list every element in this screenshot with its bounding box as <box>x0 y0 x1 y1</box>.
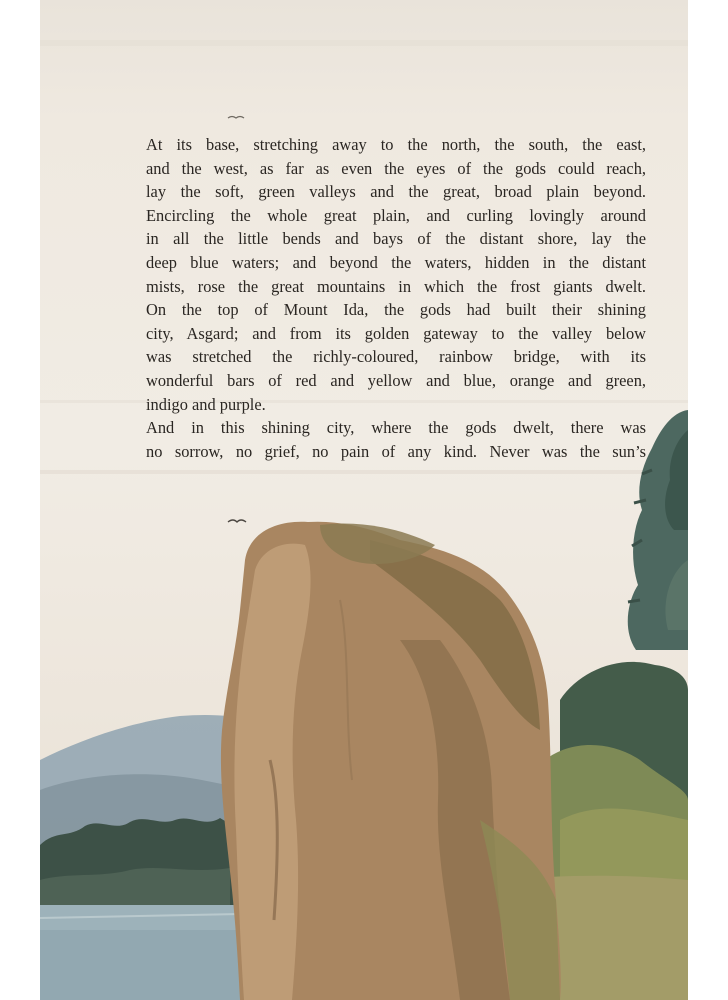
text-line: deep blue waters; and beyond the waters, hidden in the distant <box>146 252 646 272</box>
text-line: Encircling the whole great plain, and curling lovingly around <box>146 205 646 225</box>
text-line: in all the little bends and bays of the distant shore, lay the <box>146 229 646 249</box>
text-line: And in this shining city, where the gods dwelt, there was <box>146 418 646 438</box>
text-line: At its base, stretching away to the north, the south, the east, <box>146 135 646 154</box>
book-page <box>40 0 688 1000</box>
bird-icon <box>228 520 246 522</box>
text-line: city, Asgard; and from its golden gateway to the valley below <box>146 323 646 343</box>
text-line: wonderful bars of red and yellow and blue, orange and green, <box>146 370 646 390</box>
text-line: was stretched the richly-coloured, rainbow bridge, with its <box>146 347 646 367</box>
text-line: indigo and purple. <box>146 394 266 414</box>
body-text <box>146 133 646 463</box>
text-line: lay the soft, green valleys and the great, broad plain beyond. <box>146 182 646 202</box>
text-line: no sorrow, no grief, no pain of any kind. Never was the sun’s <box>146 441 646 461</box>
standing-rock <box>221 522 561 1000</box>
bird-icon <box>228 117 244 119</box>
text-line: On the top of Mount Ida, the gods had built their shining <box>146 300 646 320</box>
text-line: mists, rose the great mountains in which the frost giants dwelt. <box>146 276 646 296</box>
text-line: and the west, as far as even the eyes of the gods could reach, <box>146 158 646 178</box>
